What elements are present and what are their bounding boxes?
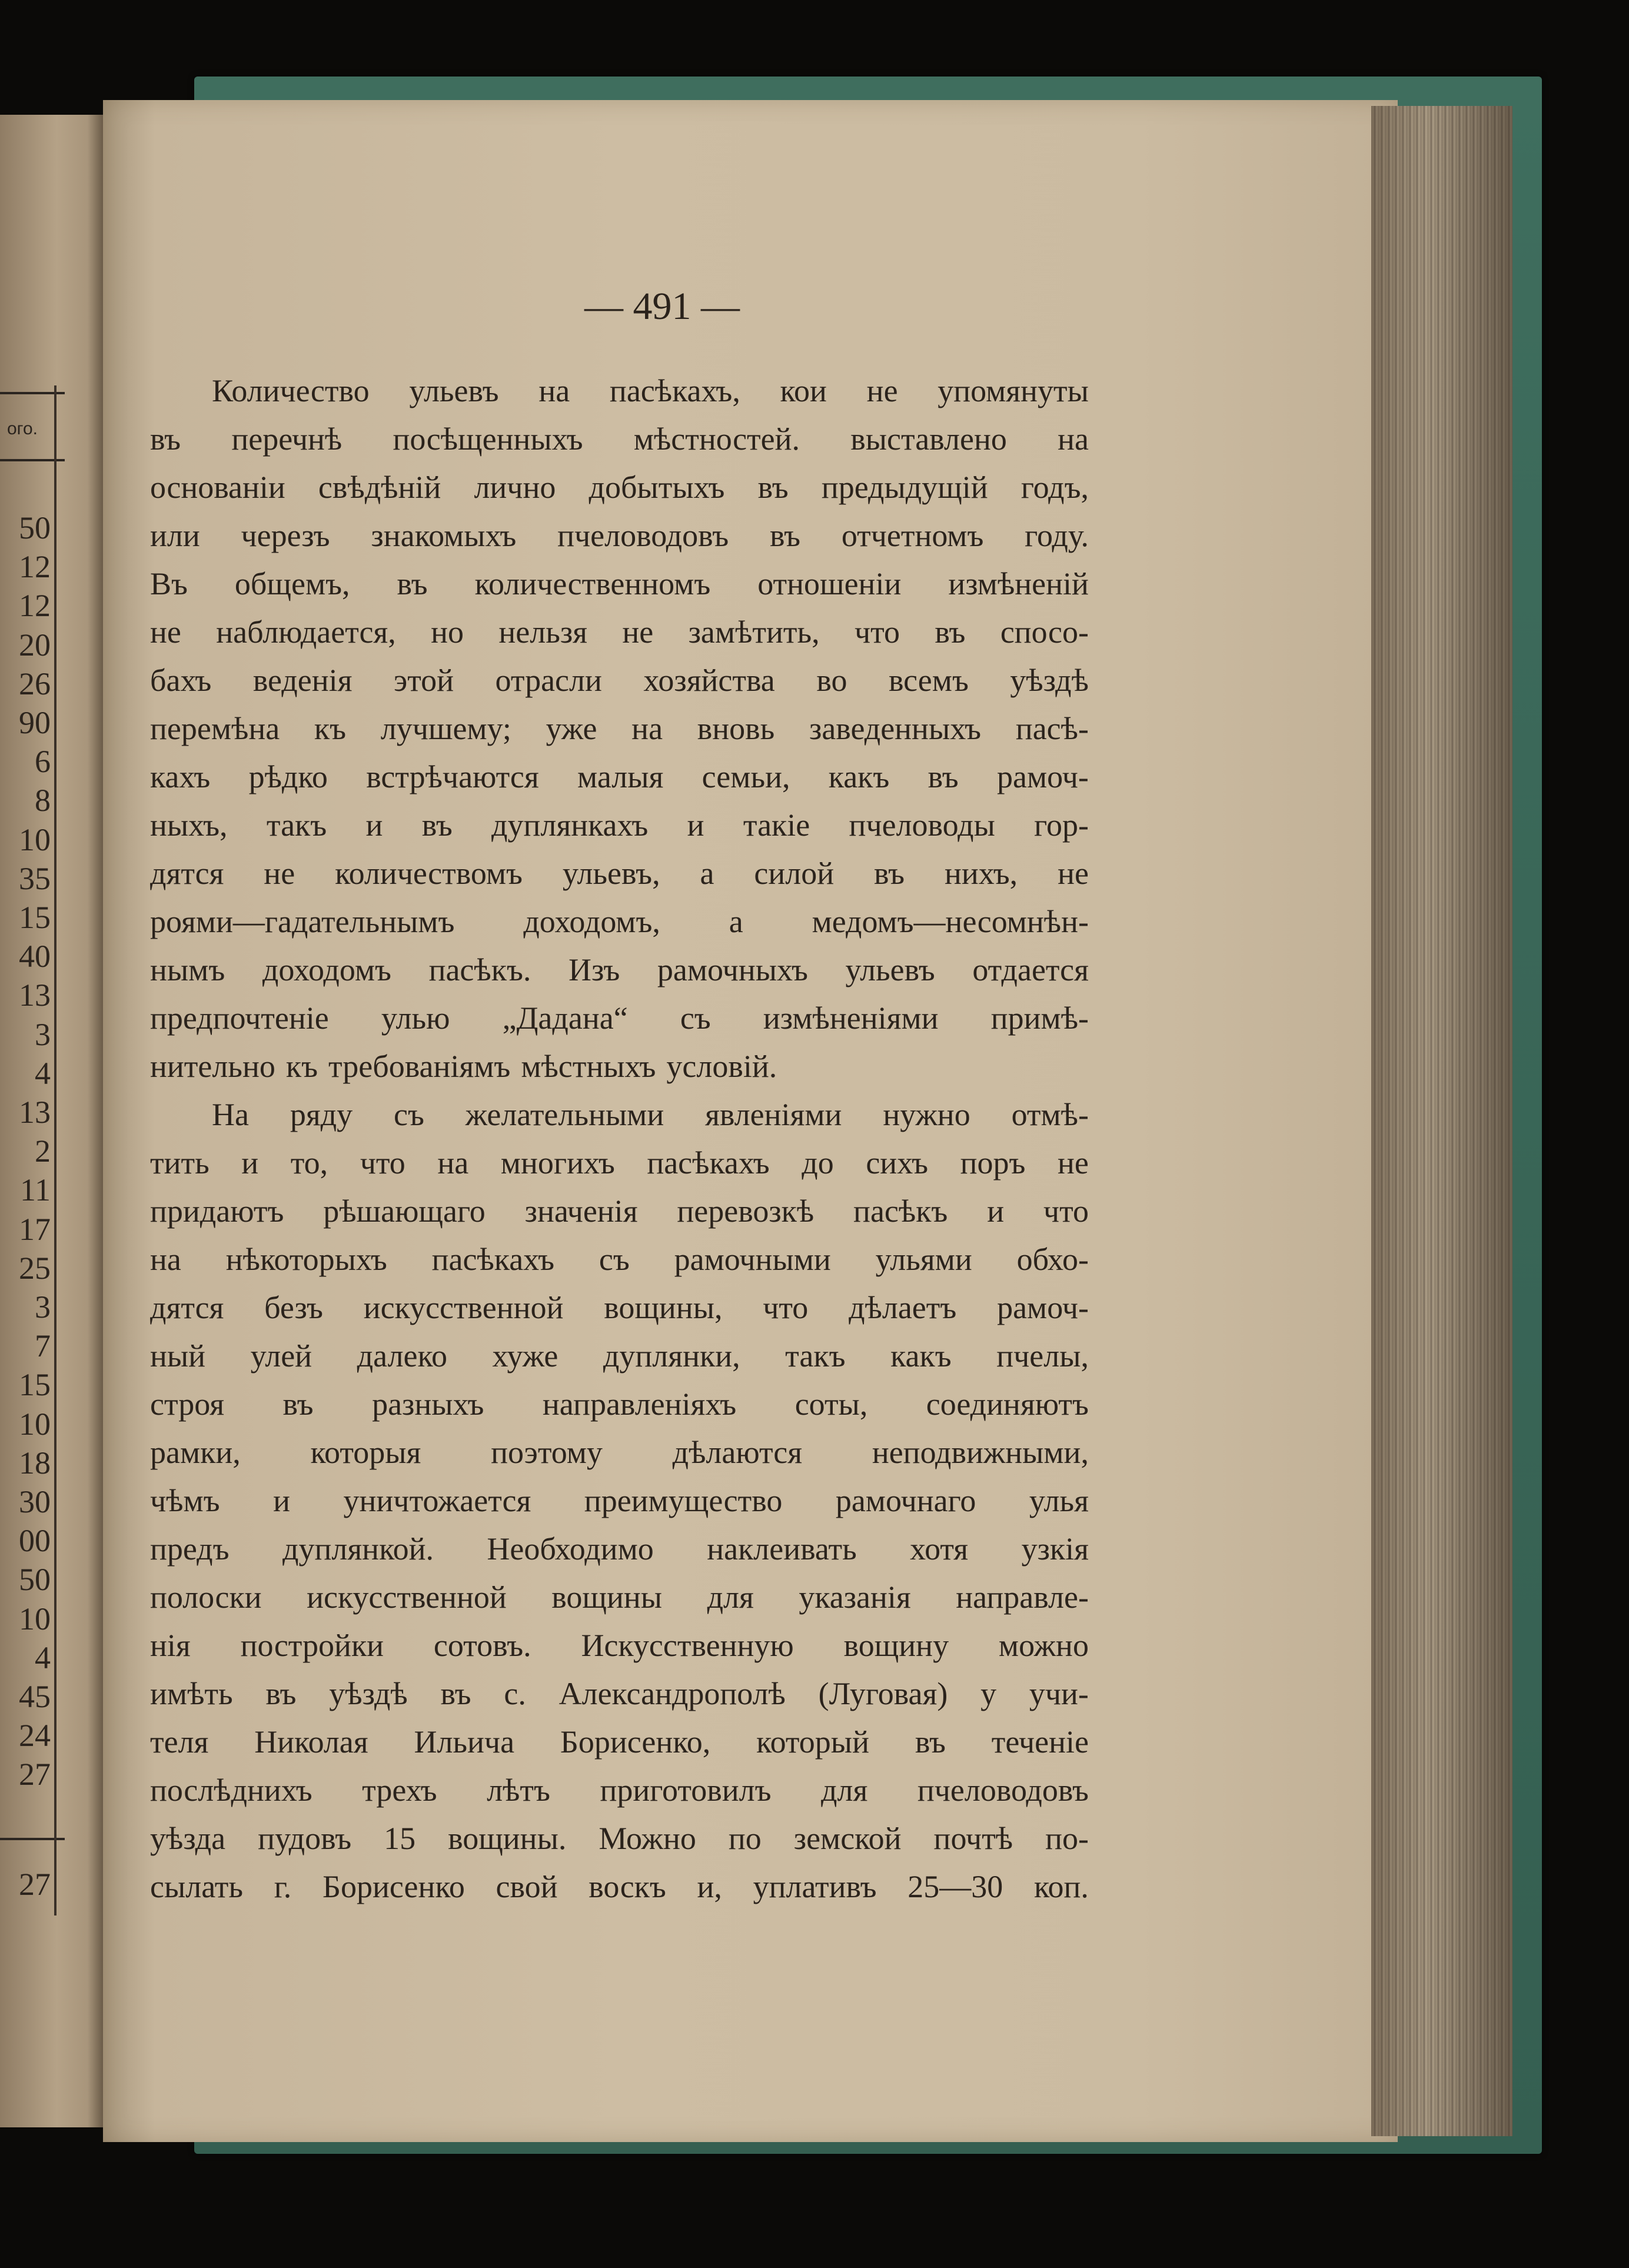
previous-page-number: 27 xyxy=(19,1867,51,1902)
previous-page-number: 13 xyxy=(19,977,51,1013)
text-line: имѣть въ уѣздѣ въ с. Александрополѣ (Луговая) у учи- xyxy=(150,1676,1089,1711)
text-line: Количество ульевъ на пасѣкахъ, кои не упомянуты xyxy=(212,373,1089,408)
previous-page-number: 30 xyxy=(19,1484,51,1519)
page-stack-shadow xyxy=(1371,106,1512,2136)
page-number: — 491 — xyxy=(584,285,740,328)
previous-page-number: 27 xyxy=(19,1757,51,1793)
text-line: дятся безъ искусственной вощины, что дѣлаетъ рамоч- xyxy=(150,1290,1089,1325)
text-line: не наблюдается, но нельзя не замѣтить, что въ спосо- xyxy=(150,614,1089,650)
text-line: кахъ рѣдко встрѣчаются малыя семьи, какъ въ рамоч- xyxy=(150,759,1089,794)
text-line: На ряду съ желательными явленіями нужно отмѣ- xyxy=(212,1097,1089,1132)
previous-page-number: 11 xyxy=(20,1172,51,1208)
text-line: ныхъ, такъ и въ дуплянкахъ и такіе пчеловоды гор- xyxy=(150,807,1089,843)
previous-page-number: 25 xyxy=(19,1250,51,1286)
previous-page-number: 10 xyxy=(19,822,51,857)
text-line: на нѣкоторыхъ пасѣкахъ съ рамочными ульями обхо- xyxy=(150,1242,1089,1277)
text-line: послѣднихъ трехъ лѣтъ приготовилъ для пчеловодовъ xyxy=(150,1773,1089,1808)
previous-page-number: 50 xyxy=(19,510,51,546)
previous-page-number: 24 xyxy=(19,1718,51,1754)
previous-page-number: 50 xyxy=(19,1562,51,1598)
text-line: уѣзда пудовъ 15 вощины. Можно по земской почтѣ по- xyxy=(150,1821,1089,1856)
text-line: нымъ доходомъ пасѣкъ. Изъ рамочныхъ ульевъ отдается xyxy=(150,952,1089,987)
text-line: бахъ веденія этой отрасли хозяйства во всемъ уѣздѣ xyxy=(150,663,1089,698)
text-line: роями—гадательнымъ доходомъ, а медомъ—несомнѣн- xyxy=(150,904,1089,939)
previous-page-number: 3 xyxy=(35,1016,51,1052)
previous-page-number: 2 xyxy=(35,1133,51,1169)
previous-page-number: 15 xyxy=(19,900,51,935)
text-line: рамки, которыя поэтому дѣлаются неподвижными, xyxy=(150,1435,1089,1470)
text-line: предпочтеніе улью „Дадана“ съ измѣненіями примѣ- xyxy=(150,1000,1089,1036)
text-line: ный улей далеко хуже дуплянки, такъ какъ пчелы, xyxy=(150,1338,1089,1374)
previous-page-number: 13 xyxy=(19,1095,51,1130)
previous-page-number: 7 xyxy=(35,1328,51,1364)
previous-page-number: 45 xyxy=(19,1679,51,1714)
previous-page-number: 4 xyxy=(35,1640,51,1675)
text-line: придаютъ рѣшающаго значенія перевозкѣ пасѣкъ и что xyxy=(150,1193,1089,1229)
previous-page-number: 6 xyxy=(35,744,51,780)
previous-page-number: 12 xyxy=(19,549,51,585)
previous-page-header-fragment: ого. xyxy=(7,419,38,438)
text-line: Въ общемъ, въ количественномъ отношеніи измѣненій xyxy=(150,566,1089,601)
previous-page-number: 4 xyxy=(35,1055,51,1091)
previous-page-number: 10 xyxy=(19,1406,51,1442)
text-line: тить и то, что на многихъ пасѣкахъ до сихъ поръ не xyxy=(150,1145,1089,1180)
previous-page-number: 12 xyxy=(19,588,51,624)
text-line: нія постройки сотовъ. Искусственную вощину можно xyxy=(150,1628,1089,1663)
text-line: теля Николая Ильича Борисенко, который въ теченіе xyxy=(150,1724,1089,1760)
text-line: строя въ разныхъ направленіяхъ соты, соединяютъ xyxy=(150,1386,1089,1422)
text-line: въ перечнѣ посѣщенныхъ мѣстностей. выставлено на xyxy=(150,421,1089,457)
text-line: перемѣна къ лучшему; уже на вновь заведенныхъ пасѣ- xyxy=(150,711,1089,746)
previous-page-number: 35 xyxy=(19,860,51,896)
previous-page-number: 26 xyxy=(19,666,51,701)
text-line: полоски искусственной вощины для указанія направле- xyxy=(150,1579,1089,1615)
text-line: или черезъ знакомыхъ пчеловодовъ въ отчетномъ году. xyxy=(150,518,1089,553)
previous-page-number: 17 xyxy=(19,1211,51,1247)
previous-page-number: 20 xyxy=(19,627,51,663)
previous-page-column-rule xyxy=(54,385,56,1916)
previous-page-number: 00 xyxy=(19,1523,51,1559)
text-line: дятся не количествомъ ульевъ, а силой въ нихъ, не xyxy=(150,856,1089,891)
text-line: чѣмъ и уничтожается преимущество рамочнаго улья xyxy=(150,1483,1089,1518)
previous-page-number: 15 xyxy=(19,1367,51,1403)
previous-page-number: 40 xyxy=(19,939,51,975)
text-line: нительно къ требованіямъ мѣстныхъ условій. xyxy=(150,1049,777,1084)
text-line: предъ дуплянкой. Необходимо наклеивать хотя узкія xyxy=(150,1531,1089,1567)
previous-page-number: 18 xyxy=(19,1445,51,1481)
text-line: основаніи свѣдѣній лично добытыхъ въ предыдущій годъ, xyxy=(150,470,1089,505)
previous-page-number: 90 xyxy=(19,705,51,740)
previous-page-number: 8 xyxy=(35,783,51,819)
text-line: сылать г. Борисенко свой воскъ и, уплативъ 25—30 коп. xyxy=(150,1869,1089,1904)
previous-page-number: 3 xyxy=(35,1289,51,1325)
body-text xyxy=(150,367,1089,1967)
previous-page-number: 10 xyxy=(19,1601,51,1637)
